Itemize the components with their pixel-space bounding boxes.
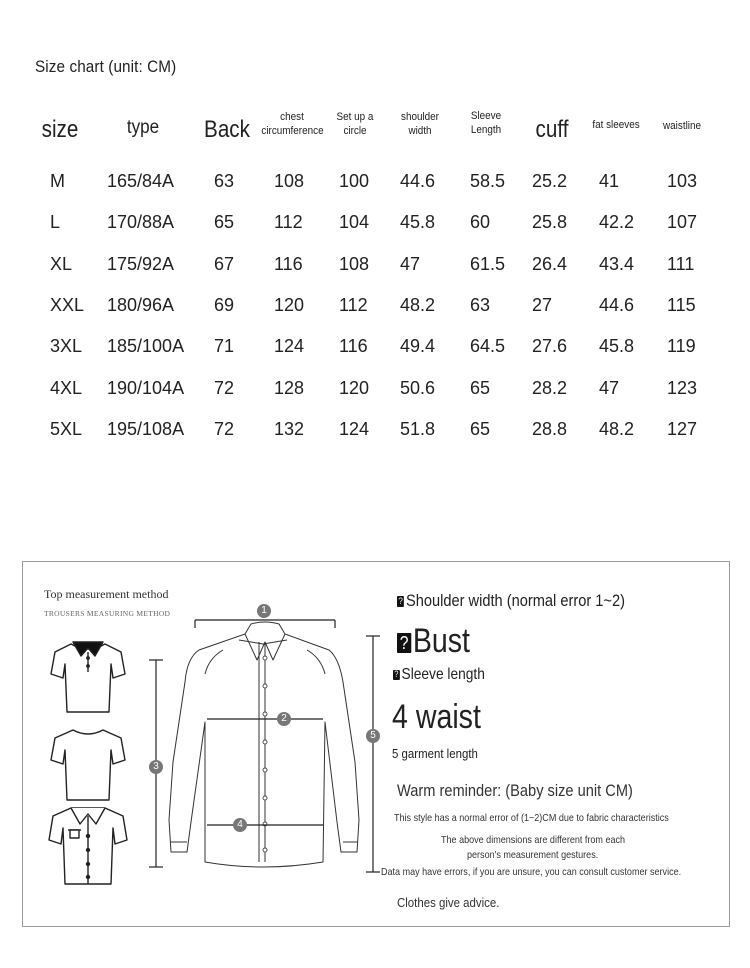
table-cell: 44.6	[599, 294, 635, 315]
table-cell: 65	[214, 212, 235, 233]
legend-bust	[397, 622, 470, 661]
table-cell: 112	[339, 294, 368, 315]
note-3: person's measurement gestures.	[467, 849, 599, 861]
table-cell: 165/84A	[107, 171, 175, 191]
table-cell: L	[50, 212, 61, 233]
legend-waist: 4 waist	[392, 698, 481, 736]
table-row	[0, 254, 750, 280]
table-cell: 120	[274, 294, 305, 315]
table-cell: 3XL	[50, 336, 83, 357]
table-cell: 50.6	[400, 377, 436, 398]
header-type: type	[126, 117, 160, 138]
table-cell: XXL	[50, 294, 85, 315]
table-cell: 132	[274, 418, 305, 439]
table-cell: 63	[470, 294, 491, 315]
note-2: The above dimensions are different from each	[441, 834, 626, 846]
table-cell: 28.8	[532, 418, 568, 439]
table-cell: 107	[667, 212, 698, 233]
marker-1	[257, 604, 271, 618]
table-cell: 127	[667, 418, 698, 439]
table-cell: 4XL	[50, 377, 83, 398]
polo-shirt-icon	[51, 642, 125, 712]
marker-5	[366, 729, 380, 743]
warm-reminder: Warm reminder: (Baby size unit CM)	[397, 781, 633, 800]
table-cell: 47	[599, 377, 620, 398]
legend-badge-icon: ?	[394, 668, 399, 679]
table-cell: 45.8	[599, 336, 635, 357]
legend-sleeve	[393, 666, 485, 684]
table-cell: 115	[667, 294, 696, 315]
table-cell: 116	[339, 336, 368, 357]
marker-3-label: 3	[153, 761, 159, 772]
table-cell: 123	[667, 377, 698, 398]
marker-2-label: 2	[281, 713, 287, 724]
table-cell: 185/100A	[107, 336, 185, 357]
table-cell: 124	[339, 418, 370, 439]
size-chart-title: Size chart (unit: CM)	[35, 57, 177, 76]
legend-bust-label: Bust	[412, 622, 470, 660]
table-cell: 100	[339, 171, 370, 191]
method-subtitle: TROUSERS MEASURING METHOD	[44, 609, 171, 618]
table-cell: 180/96A	[107, 294, 175, 315]
table-cell: 63	[214, 171, 235, 191]
table-cell: 195/108A	[107, 418, 185, 439]
table-cell: 67	[214, 253, 235, 274]
table-cell: 64.5	[470, 336, 506, 357]
table-cell: 5XL	[50, 418, 83, 439]
header-chest: chest circumference	[261, 111, 324, 137]
legend-garment: 5 garment length	[392, 746, 478, 761]
table-cell: 71	[214, 336, 235, 357]
table-cell: 170/88A	[107, 212, 175, 233]
table-cell: M	[50, 171, 65, 191]
header-size: size	[41, 116, 79, 143]
table-cell: 108	[274, 171, 305, 191]
header-shoulder: shoulder width	[401, 111, 439, 137]
table-cell: 28.2	[532, 377, 568, 398]
t-shirt-icon	[51, 730, 125, 800]
button-shirt-icon	[49, 808, 127, 884]
table-row	[0, 295, 750, 321]
table-row	[0, 212, 750, 238]
table-cell: 41	[599, 171, 620, 191]
header-sleeve: Sleeve Length	[470, 110, 502, 136]
table-cell: 51.8	[400, 418, 436, 439]
legend-badge-icon: ?	[398, 596, 403, 607]
table-cell: 45.8	[400, 212, 436, 233]
table-cell: 58.5	[470, 171, 506, 191]
header-cuff: cuff	[535, 116, 569, 143]
table-cell: 72	[214, 418, 235, 439]
table-cell: 27	[532, 294, 553, 315]
table-cell: 175/92A	[107, 253, 175, 274]
measurement-panel	[22, 561, 730, 927]
table-cell: 49.4	[400, 336, 436, 357]
table-cell: 128	[274, 377, 305, 398]
marker-5-label: 5	[370, 730, 376, 741]
legend-shoulder-label: Shoulder width (normal error 1~2)	[405, 591, 625, 610]
table-cell: 69	[214, 294, 235, 315]
marker-3	[149, 760, 163, 774]
table-cell: 65	[470, 418, 491, 439]
table-cell: 103	[667, 171, 698, 191]
marker-2	[277, 712, 291, 726]
table-cell: 26.4	[532, 253, 568, 274]
table-cell: 42.2	[599, 212, 635, 233]
marker-4	[233, 818, 247, 832]
table-row	[0, 419, 750, 445]
table-cell: 61.5	[470, 253, 506, 274]
table-cell: 108	[339, 253, 370, 274]
header-waistline: waistline	[663, 120, 701, 132]
table-cell: 25.8	[532, 212, 568, 233]
header-fat-sleeves: fat sleeves	[592, 119, 640, 131]
table-row	[0, 171, 750, 197]
table-cell: 25.2	[532, 171, 568, 191]
table-cell: 190/104A	[107, 377, 185, 398]
table-cell: 111	[667, 253, 695, 274]
table-cell: 60	[470, 212, 491, 233]
table-cell: 47	[400, 253, 421, 274]
table-cell: 44.6	[400, 171, 436, 191]
method-title: Top measurement method	[44, 587, 169, 601]
table-cell: 116	[274, 253, 303, 274]
table-cell: 124	[274, 336, 305, 357]
table-cell: 48.2	[599, 418, 635, 439]
closing-note: Clothes give advice.	[397, 895, 500, 910]
table-cell: 119	[667, 336, 696, 357]
marker-4-label: 4	[237, 819, 243, 830]
table-row	[0, 378, 750, 404]
table-row	[0, 336, 750, 362]
table-cell: 72	[214, 377, 235, 398]
note-4: Data may have errors, if you are unsure, you can consult customer service.	[381, 866, 682, 878]
table-cell: 27.6	[532, 336, 568, 357]
table-cell: 48.2	[400, 294, 436, 315]
table-cell: 43.4	[599, 253, 635, 274]
legend-badge-icon: ?	[397, 633, 411, 654]
note-1: This style has a normal error of (1~2)CM due to fabric characteristics	[394, 812, 669, 824]
table-cell: 65	[470, 377, 491, 398]
table-cell: 120	[339, 377, 370, 398]
table-cell: XL	[50, 253, 73, 274]
header-back: Back	[204, 116, 250, 143]
legend-sleeve-label: Sleeve length	[401, 666, 485, 683]
table-cell: 104	[339, 212, 370, 233]
legend-shoulder	[397, 591, 625, 611]
marker-1-label: 1	[261, 605, 267, 616]
header-setup: Set up a circle	[336, 111, 374, 137]
table-cell: 112	[274, 212, 303, 233]
